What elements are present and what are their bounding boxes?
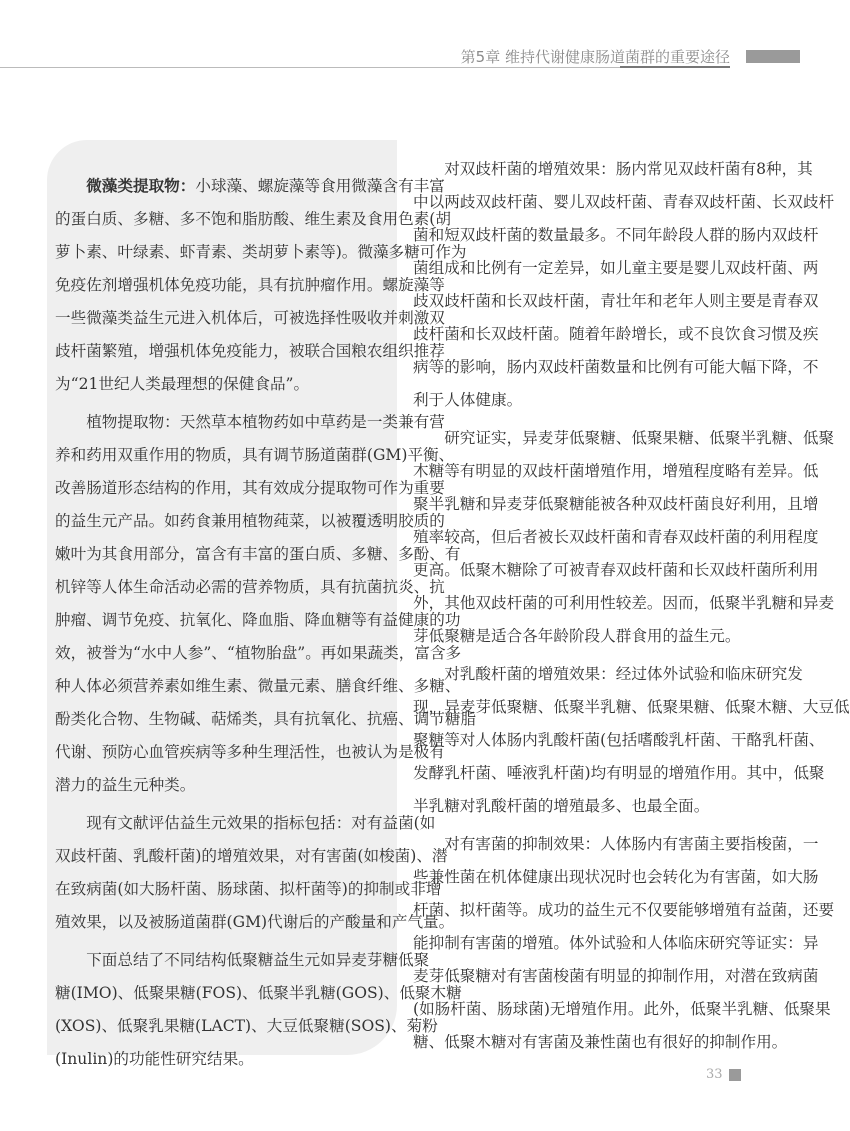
text-line	[413, 186, 835, 219]
line-text: 小球藻、螺旋藻等食用微藻含有丰富	[195, 177, 445, 195]
text-line	[55, 170, 445, 203]
text-line	[413, 554, 819, 587]
text-line	[55, 906, 455, 939]
paragraph	[413, 658, 850, 823]
text-line	[55, 703, 477, 736]
text-line	[55, 302, 445, 335]
text-line	[55, 1010, 438, 1043]
line-text: (如肠杆菌、肠球菌)无增殖作用。此外，低聚半乳糖、低聚果	[413, 1000, 831, 1018]
line-text: 歧杆菌繁殖，增强机体免疫能力，被联合国粮农组织推荐	[55, 342, 445, 360]
line-text: 菌组成和比例有一定差异，如儿童主要是婴儿双歧杆菌、两	[413, 259, 819, 277]
line-text: 肿瘤、调节免疫、抗氧化、降血脂、降血糖等有益健康的功	[55, 611, 461, 629]
line-text: 病等的影响，肠内双歧杆菌数量和比例有可能大幅下降，不	[413, 358, 819, 376]
line-text: 萝卜素、叶绿素、虾青素、类胡萝卜素等)。微藻多糖可作为	[55, 243, 467, 261]
text-line	[413, 861, 819, 894]
text-line	[413, 927, 819, 960]
header-decor-block	[746, 50, 800, 63]
text-line	[413, 828, 819, 861]
paragraph	[55, 170, 467, 401]
text-line	[55, 769, 389, 802]
line-text: 研究证实，异麦芽低聚糖、低聚果糖、低聚半乳糖、低聚	[444, 429, 835, 447]
line-text: 利于人体健康。	[413, 391, 523, 409]
line-text: 糖(IMO)、低聚果糖(FOS)、低聚半乳糖(GOS)、低聚木糖	[55, 984, 462, 1002]
paragraph	[413, 422, 835, 653]
page-number: 33	[706, 1067, 723, 1082]
right-column	[413, 153, 850, 1059]
line-text: 免疫佐剂增强机体免疫功能，具有抗肿瘤作用。螺旋藻等	[55, 276, 445, 294]
text-line	[413, 620, 771, 653]
line-text: 菌和短双歧杆菌的数量最多。不同年龄段人群的肠内双歧杆	[413, 226, 819, 244]
line-text: 殖率较高，但后者被长双歧杆菌和青春双歧杆菌的利用程度	[413, 528, 819, 546]
line-text: 在致病菌(如大肠杆菌、肠球菌、拟杆菌等)的抑制或非增	[55, 880, 442, 898]
line-text: 聚糖等对人体肠内乳酸杆菌(包括嗜酸乳杆菌、干酪乳杆菌、	[413, 731, 825, 749]
text-line	[413, 252, 819, 285]
text-line	[55, 505, 445, 538]
line-text: 殖效果，以及被肠道菌群(GM)代谢后的产酸量和产气量。	[55, 913, 455, 931]
line-text: 现，异麦芽低聚糖、低聚半乳糖、低聚果糖、低聚木糖、大豆低	[413, 698, 850, 716]
line-text: (XOS)、低聚乳果糖(LACT)、大豆低聚糖(SOS)、菊粉	[55, 1017, 438, 1035]
line-text: 种人体必须营养素如维生素、微量元素、膳食纤维、多糖、	[55, 677, 461, 695]
text-line	[55, 571, 445, 604]
text-line	[55, 736, 445, 769]
line-text: 发酵乳杆菌、唾液乳杆菌)均有明显的增殖作用。其中，低聚	[413, 764, 825, 782]
text-line	[55, 236, 467, 269]
text-line	[413, 894, 835, 927]
text-line	[55, 840, 448, 873]
text-line	[413, 488, 819, 521]
line-text: 代谢、预防心血管疾病等多种生理活性，也被认为是极有	[55, 743, 445, 761]
text-line	[55, 670, 461, 703]
text-line	[413, 285, 819, 318]
text-line	[55, 807, 436, 840]
text-line	[55, 873, 442, 906]
line-text: 对乳酸杆菌的增殖效果：经过体外试验和临床研究发	[444, 665, 803, 683]
paragraph	[55, 944, 462, 1076]
line-text: 聚半乳糖和异麦芽低聚糖能被各种双歧杆菌良好利用，且增	[413, 495, 819, 513]
line-text: 养和药用双重作用的物质，具有调节肠道菌群(GM)平衡、	[55, 446, 455, 464]
line-text: 中以两歧双歧杆菌、婴儿双歧杆菌、青春双歧杆菌、长双歧杆	[413, 193, 835, 211]
paragraph	[413, 828, 835, 1059]
text-line	[55, 439, 455, 472]
text-line	[413, 318, 819, 351]
text-line	[55, 406, 445, 439]
text-line	[413, 153, 813, 186]
text-line	[413, 422, 835, 455]
line-text: 的益生元产品。如药食兼用植物莼菜，以被覆透明胶质的	[55, 512, 445, 530]
line-text: 改善肠道形态结构的作用，其有效成分提取物可作为重要	[55, 479, 445, 497]
chapter-title: 第5章 维持代谢健康肠道菌群的重要途径	[460, 48, 730, 66]
line-text: 酚类化合物、生物碱、萜烯类，具有抗氧化、抗癌、调节糖脂	[55, 710, 477, 728]
line-text: 糖、低聚木糖对有害菌及兼性菌也有很好的抑制作用。	[413, 1033, 788, 1051]
text-line	[413, 790, 771, 823]
text-line	[413, 1026, 788, 1059]
text-line	[55, 203, 451, 236]
line-text: 为“21世纪人类最理想的保健食品”。	[55, 375, 310, 393]
line-text: 歧杆菌和长双歧杆菌。随着年龄增长，或不良饮食习惯及疾	[413, 325, 819, 343]
line-text: 的蛋白质、多糖、多不饱和脂肪酸、维生素及食用色素(胡	[55, 210, 451, 228]
text-line	[55, 604, 461, 637]
text-line	[413, 724, 825, 757]
text-line	[413, 757, 825, 790]
line-text: 麦芽低聚糖对有害菌梭菌有明显的抑制作用，对潜在致病菌	[413, 967, 819, 985]
text-line	[413, 587, 835, 620]
line-text: 能抑制有害菌的增殖。体外试验和人体临床研究等证实：异	[413, 934, 819, 952]
text-line	[55, 335, 445, 368]
text-line	[413, 521, 819, 554]
line-text: 木糖等有明显的双歧杆菌增殖作用，增殖程度略有差异。低	[413, 462, 819, 480]
paragraph-lead: 微藻类提取物：	[86, 177, 196, 195]
line-text: 下面总结了不同结构低聚糖益生元如异麦芽糖低聚	[86, 951, 430, 969]
paragraph	[55, 807, 455, 939]
text-line	[413, 455, 819, 488]
text-line	[55, 368, 389, 401]
line-text: 潜力的益生元种类。	[55, 776, 196, 794]
line-text: 效，被誉为“水中人参”、“植物胎盘”。再如果蔬类，富含多	[55, 644, 462, 662]
text-line	[55, 944, 430, 977]
line-text: 现有文献评估益生元效果的指标包括：对有益菌(如	[86, 814, 436, 832]
text-line	[55, 1043, 389, 1076]
text-line	[413, 351, 819, 384]
text-line	[413, 691, 850, 724]
text-line	[413, 993, 831, 1026]
page-number-decor-block	[729, 1069, 741, 1081]
text-line	[413, 960, 819, 993]
text-line	[413, 658, 803, 691]
text-line	[55, 269, 445, 302]
line-text: 双歧杆菌、乳酸杆菌)的增殖效果，对有害菌(如梭菌)、潜	[55, 847, 448, 865]
line-text: 些兼性菌在机体健康出现状况时也会转化为有害菌，如大肠	[413, 868, 819, 886]
line-text: 更高。低聚木糖除了可被青春双歧杆菌和长双歧杆菌所利用	[413, 561, 819, 579]
line-text: 对有害菌的抑制效果：人体肠内有害菌主要指梭菌，一	[444, 835, 819, 853]
text-line	[413, 219, 819, 252]
line-text: 机锌等人体生命活动必需的营养物质，具有抗菌抗炎、抗	[55, 578, 445, 596]
line-text: 外，其他双歧杆菌的可利用性较差。因而，低聚半乳糖和异麦	[413, 594, 835, 612]
paragraph	[55, 406, 477, 802]
line-text: 一些微藻类益生元进入机体后，可被选择性吸收并刺激双	[55, 309, 445, 327]
text-line	[55, 472, 445, 505]
line-text: 芽低聚糖是适合各年龄阶段人群食用的益生元。	[413, 627, 741, 645]
text-line	[55, 637, 462, 670]
line-text: 杆菌、拟杆菌等。成功的益生元不仅要能够增殖有益菌，还要	[413, 901, 835, 919]
line-text: 半乳糖对乳酸杆菌的增殖最多、也最全面。	[413, 797, 710, 815]
paragraph	[413, 153, 835, 417]
line-text: 对双歧杆菌的增殖效果：肠内常见双歧杆菌有8种，其	[444, 160, 813, 178]
line-text: (Inulin)的功能性研究结果。	[55, 1050, 254, 1068]
line-text: 歧双歧杆菌和长双歧杆菌，青壮年和老年人则主要是青春双	[413, 292, 819, 310]
line-text: 嫩叶为其食用部分，富含有丰富的蛋白质、多糖、多酚、有	[55, 545, 461, 563]
text-line	[55, 538, 461, 571]
line-text: 植物提取物：天然草本植物药如中草药是一类兼有营	[86, 413, 445, 431]
text-line	[55, 977, 462, 1010]
text-line	[413, 384, 771, 417]
